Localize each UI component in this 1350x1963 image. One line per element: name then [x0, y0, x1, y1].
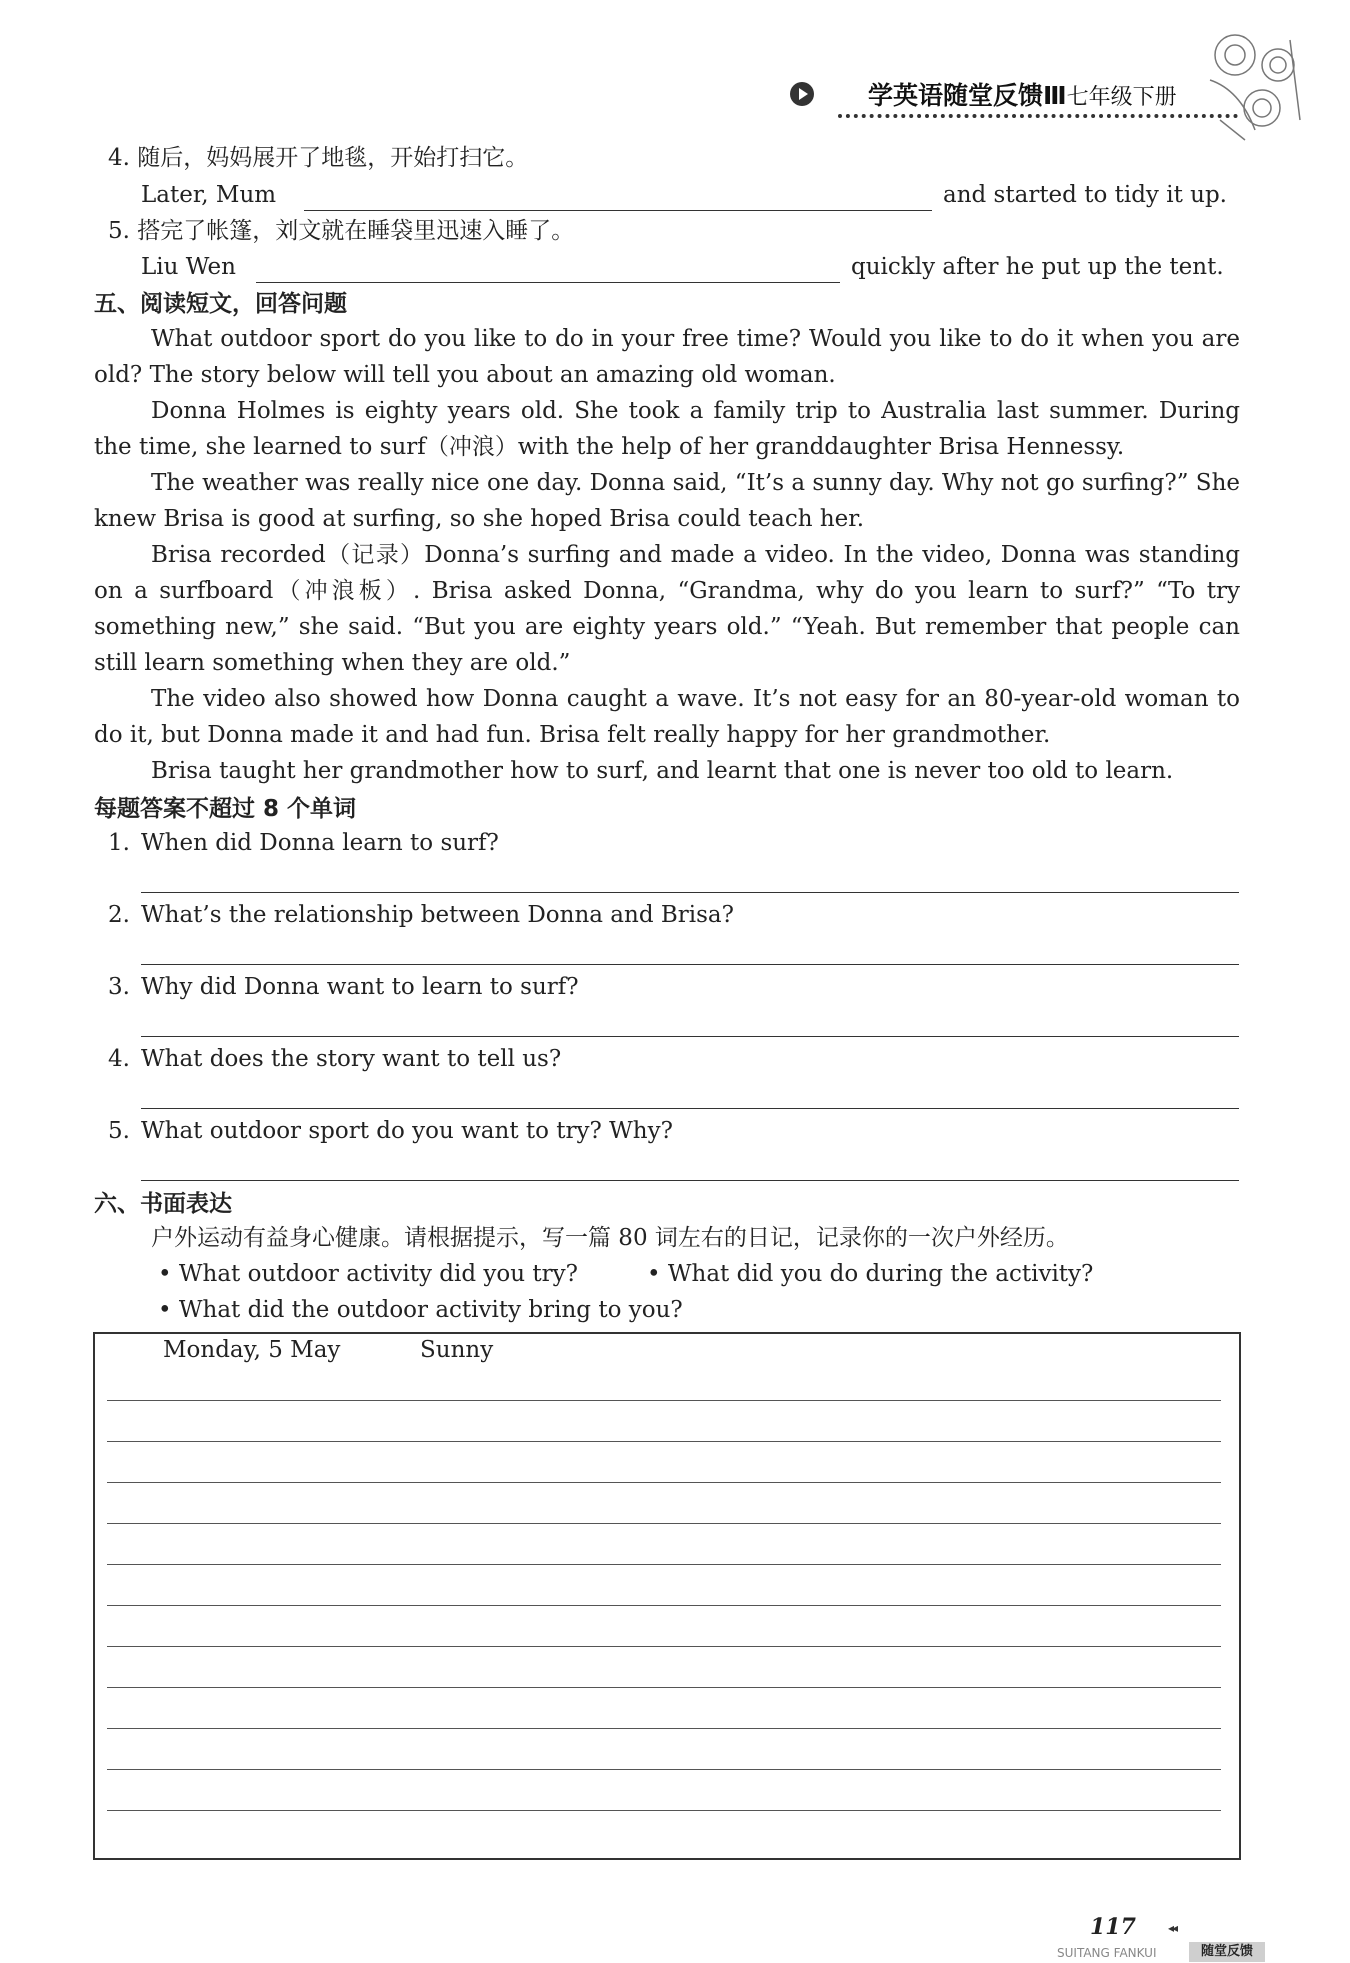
- writing-box[interactable]: [93, 1332, 1241, 1860]
- answer-line[interactable]: [141, 964, 1239, 965]
- question-text: Why did Donna want to learn to surf?: [141, 974, 579, 1000]
- reading-paragraph: Brisa recorded（记录）Donna’s surfing and made a video. In the video, Donna was standing on a surfboard（冲浪板）. Brisa asked Donna, “Grandma, why do you learn to surf?” “To try something new,” she said. “But you are eighty years old.” “Yeah. But remember that people can still learn something when they are old.”: [94, 542, 1240, 676]
- translation-item-4-cn: 4. 随后，妈妈展开了地毯，开始打扫它。: [108, 145, 529, 171]
- question-text: What outdoor sport do you want to try? Why?: [141, 1118, 673, 1144]
- writing-line[interactable]: [107, 1646, 1221, 1647]
- reading-paragraph: What outdoor sport do you like to do in your free time? Would you like to do it when you are old? The story below will tell you about an amazing old woman.: [94, 326, 1240, 388]
- writing-line[interactable]: [107, 1564, 1221, 1565]
- diary-date: Monday, 5 May: [163, 1337, 341, 1363]
- reading-paragraph: Donna Holmes is eighty years old. She took a family trip to Australia last summer. During the time, she learned to surf（冲浪）with the help of her granddaughter Brisa Hennessy.: [94, 398, 1240, 460]
- writing-line[interactable]: [107, 1523, 1221, 1524]
- book-grade: 七年级下册: [1066, 85, 1177, 110]
- question-number: 1.: [108, 830, 130, 856]
- answer-line[interactable]: [141, 1036, 1239, 1037]
- book-title: [868, 76, 1177, 112]
- writing-bullet: • What did you do during the activity?: [647, 1261, 1094, 1287]
- diary-weather: Sunny: [420, 1337, 494, 1363]
- section-heading-reading: 五、阅读短文，回答问题: [94, 291, 347, 317]
- translation-item-4-blank[interactable]: [304, 210, 932, 211]
- answer-line[interactable]: [141, 892, 1239, 893]
- header-divider: [838, 114, 1238, 118]
- reading-paragraph: Brisa taught her grandmother how to surf, and learnt that one is never too old to learn.: [151, 758, 1174, 784]
- translation-item-5-suffix: quickly after he put up the tent.: [851, 254, 1224, 280]
- book-title-text: 学英语随堂反馈Ⅲ: [868, 81, 1067, 110]
- translation-item-4-prefix: Later, Mum: [141, 182, 277, 208]
- question-text: What’s the relationship between Donna and Brisa?: [141, 902, 734, 928]
- translation-item-4-suffix: and started to tidy it up.: [943, 182, 1227, 208]
- reading-paragraph: The video also showed how Donna caught a wave. It’s not easy for an 80-year-old woman to do it, but Donna made it and had fun. Brisa felt really happy for her grandmother.: [94, 686, 1240, 748]
- footer-brand-cn: 随堂反馈: [1189, 1942, 1265, 1962]
- writing-line[interactable]: [107, 1728, 1221, 1729]
- question-text: What does the story want to tell us?: [141, 1046, 562, 1072]
- arrow-left-icon: ◂◂: [1168, 1921, 1177, 1935]
- question-number: 3.: [108, 974, 130, 1000]
- answer-instruction: 每题答案不超过 8 个单词: [94, 796, 357, 822]
- writing-line[interactable]: [107, 1441, 1221, 1442]
- writing-bullet: • What did the outdoor activity bring to you?: [158, 1297, 683, 1323]
- translation-item-5-blank[interactable]: [256, 282, 840, 283]
- translation-item-5-cn: 5. 搭完了帐篷，刘文就在睡袋里迅速入睡了。: [108, 218, 575, 244]
- question-number: 4.: [108, 1046, 130, 1072]
- writing-bullet: • What outdoor activity did you try?: [158, 1261, 578, 1287]
- answer-line[interactable]: [141, 1180, 1239, 1181]
- translation-item-5-prefix: Liu Wen: [141, 254, 236, 280]
- writing-line[interactable]: [107, 1400, 1221, 1401]
- writing-line[interactable]: [107, 1605, 1221, 1606]
- writing-line[interactable]: [107, 1687, 1221, 1688]
- writing-line[interactable]: [107, 1482, 1221, 1483]
- section-heading-writing: 六、书面表达: [94, 1191, 232, 1217]
- page-number: 117: [1090, 1914, 1136, 1940]
- question-number: 2.: [108, 902, 130, 928]
- writing-line[interactable]: [107, 1810, 1221, 1811]
- flower-decoration-icon: [1200, 20, 1310, 150]
- question-number: 5.: [108, 1118, 130, 1144]
- writing-prompt: 户外运动有益身心健康。请根据提示，写一篇 80 词左右的日记，记录你的一次户外经历。: [151, 1225, 1069, 1251]
- answer-line[interactable]: [141, 1108, 1239, 1109]
- reading-paragraph: The weather was really nice one day. Donna said, “It’s a sunny day. Why not go surfing?” She knew Brisa is good at surfing, so she hoped Brisa could teach her.: [94, 470, 1240, 532]
- play-icon: [790, 82, 814, 106]
- footer-brand-pinyin: SUITANG FANKUI: [1057, 1946, 1157, 1960]
- writing-line[interactable]: [107, 1769, 1221, 1770]
- question-text: When did Donna learn to surf?: [141, 830, 499, 856]
